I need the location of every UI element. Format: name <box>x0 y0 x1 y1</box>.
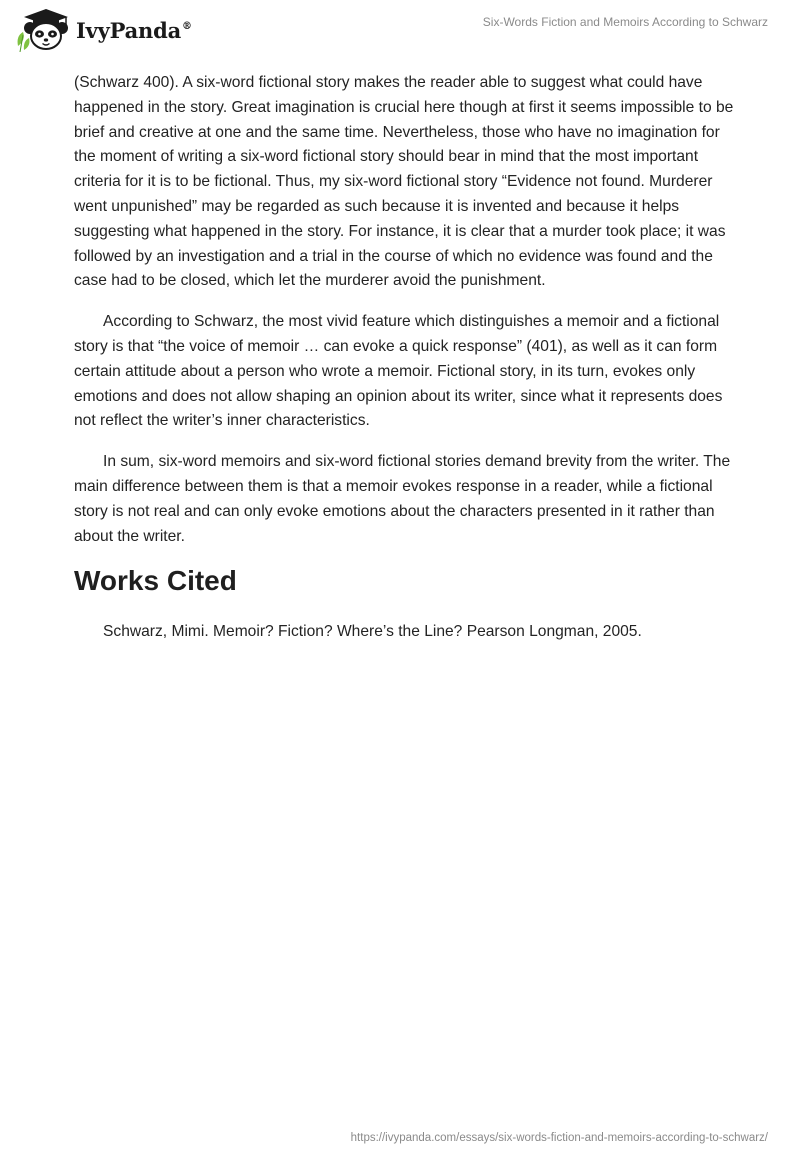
citation-entry: Schwarz, Mimi. Memoir? Fiction? Where’s the Line? Pearson Longman, 2005. <box>103 623 642 641</box>
paragraph-2: According to Schwarz, the most vivid feature which distinguishes a memoir and a fictional story is that “the voice of memoir … can evoke a quick response” (401), as well as it can form certain attitude about a person who wrote a memoir. Fictional story, in its turn, evokes only emotions and does not allow shaping an opinion about its writer, since what it represents does not reflect the writer’s inner characteristics. <box>74 313 723 430</box>
registered-mark: ® <box>182 20 192 32</box>
brand-label: IvyPanda <box>76 17 182 43</box>
running-title: Six-Words Fiction and Memoirs According to Schwarz <box>482 15 768 29</box>
paragraph-1: (Schwarz 400). A six-word fictional story makes the reader able to suggest what could have happened in the story. Great imagination is crucial here though at first it seems impossible to be brief and creative at one and the same time. Nevertheless, those who have no imagination for the moment of writing a six-word fictional story should bear in mind that the most important criteria for it is to be fictional. Thus, my six-word fictional story “Evidence not found. Murderer went unpunished” may be regarded as such because it is invented and because it helps suggesting what happened in the story. For instance, it is clear that a murder took place; it was followed by an investigation and a trial in the course of which no evidence was found and the case had to be closed, which let the murderer avoid the punishment. <box>74 74 734 290</box>
paragraph-3: In sum, six-word memoirs and six-word fictional stories demand brevity from the writer. The main difference between them is that a memoir evokes response in a reader, while a fictional story is not real and can only evoke emotions about the characters presented in it rather than about the writer. <box>74 453 731 545</box>
ivypanda-logo[interactable] <box>14 8 192 52</box>
works-cited-heading: Works Cited <box>74 565 237 597</box>
page-header <box>0 0 800 64</box>
brand-name <box>76 18 192 43</box>
panda-graduate-logo-icon <box>14 8 72 52</box>
footer-url[interactable]: https://ivypanda.com/essays/six-words-fiction-and-memoirs-according-to-schwarz/ <box>350 1132 768 1144</box>
essay-content <box>74 71 734 661</box>
